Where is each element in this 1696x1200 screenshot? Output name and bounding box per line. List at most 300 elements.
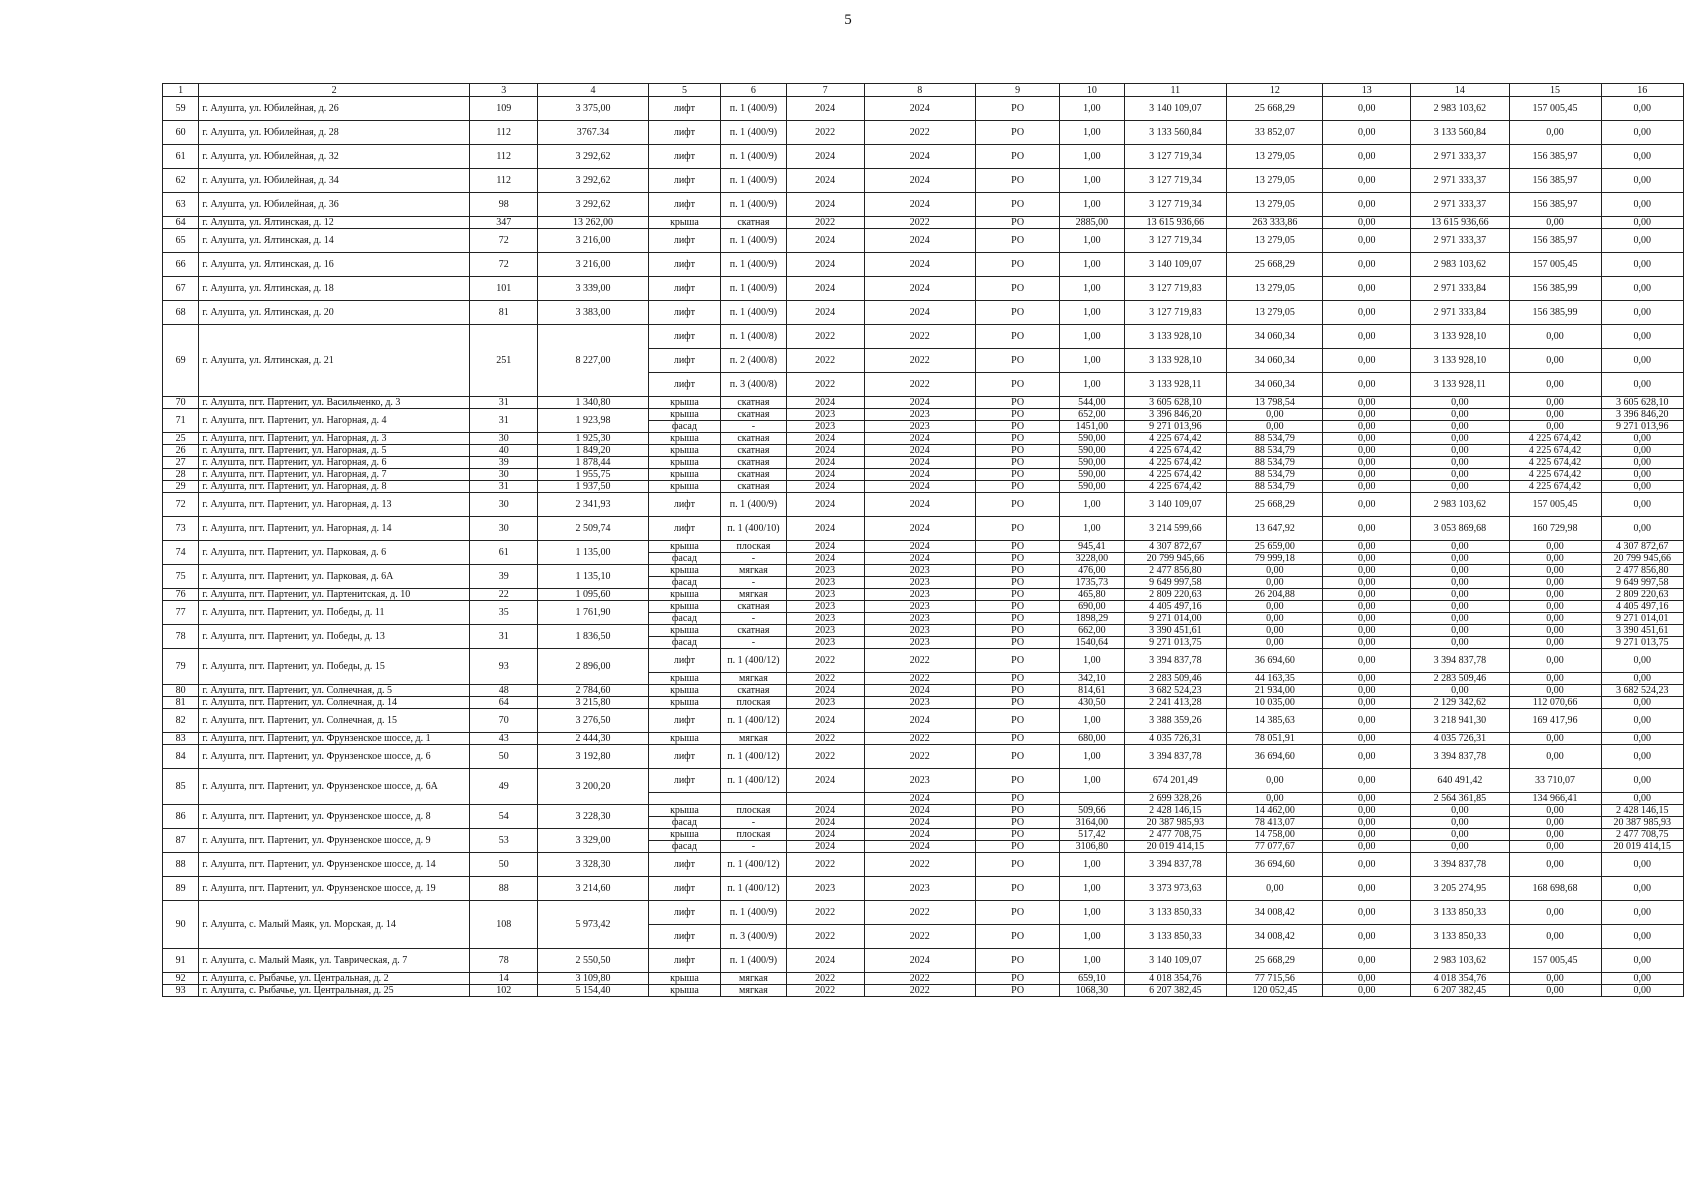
table-cell: 3164,00: [1060, 817, 1124, 829]
table-cell: п. 3 (400/9): [721, 925, 786, 949]
table-cell: 0,00: [1601, 649, 1683, 673]
table-row: [163, 901, 1684, 925]
table-cell: 0,00: [1601, 973, 1683, 985]
table-cell: 53: [469, 829, 537, 853]
table-cell: 22: [469, 589, 537, 601]
table-cell: 3 205 274,95: [1411, 877, 1509, 901]
table-cell: 0,00: [1509, 985, 1601, 997]
table-cell: 2024: [786, 949, 864, 973]
table-row: [163, 409, 1684, 421]
table-cell: 2024: [864, 445, 975, 457]
column-header: 13: [1323, 84, 1411, 97]
table-cell: 2023: [864, 637, 975, 649]
table-cell: 2024: [864, 553, 975, 565]
table-cell: 0,00: [1323, 685, 1411, 697]
table-cell: 0,00: [1411, 553, 1509, 565]
table-cell: 4 225 674,42: [1124, 469, 1227, 481]
table-cell: 2023: [786, 421, 864, 433]
table-cell: п. 1 (400/9): [721, 301, 786, 325]
table-cell: 2022: [786, 973, 864, 985]
table-cell: 48: [469, 685, 537, 697]
column-header: 14: [1411, 84, 1509, 97]
table-cell: 0,00: [1323, 733, 1411, 745]
table-cell: 0,00: [1411, 613, 1509, 625]
table-cell: 0,00: [1323, 97, 1411, 121]
table-cell: г. Алушта, ул. Ялтинская, д. 16: [199, 253, 470, 277]
table-cell: 0,00: [1411, 445, 1509, 457]
table-cell: 30: [469, 493, 537, 517]
table-cell: 34 008,42: [1227, 925, 1323, 949]
table-cell: 2022: [864, 121, 975, 145]
table-row: [163, 277, 1684, 301]
table-cell: п. 1 (400/12): [721, 649, 786, 673]
table-cell: 2022: [864, 925, 975, 949]
table-cell: 79: [163, 649, 199, 685]
table-cell: 0,00: [1323, 349, 1411, 373]
table-cell: 35: [469, 601, 537, 625]
table-cell: 88: [469, 877, 537, 901]
table-cell: г. Алушта, ул. Юбилейная, д. 28: [199, 121, 470, 145]
table-cell: РО: [975, 637, 1060, 649]
table-cell: 0,00: [1509, 853, 1601, 877]
table-cell: 1 761,90: [538, 601, 648, 625]
table-cell: 2 477 856,80: [1124, 565, 1227, 577]
table-cell: 6 207 382,45: [1124, 985, 1227, 997]
table-cell: 2024: [864, 97, 975, 121]
table-cell: 0,00: [1323, 301, 1411, 325]
column-header: 10: [1060, 84, 1124, 97]
table-cell: РО: [975, 577, 1060, 589]
table-cell: 0,00: [1601, 229, 1683, 253]
table-cell: крыша: [648, 217, 721, 229]
table-cell: 3 276,50: [538, 709, 648, 733]
table-cell: 2023: [864, 625, 975, 637]
table-cell: п. 1 (400/9): [721, 253, 786, 277]
table-cell: 1735,73: [1060, 577, 1124, 589]
table-cell: 590,00: [1060, 469, 1124, 481]
table-cell: 2024: [864, 229, 975, 253]
table-cell: 1898,29: [1060, 613, 1124, 625]
table-cell: 31: [469, 397, 537, 409]
table-cell: 2024: [864, 517, 975, 541]
table-cell: 2 971 333,37: [1411, 169, 1509, 193]
table-cell: 590,00: [1060, 481, 1124, 493]
table-cell: 2024: [786, 541, 864, 553]
table-cell: 0,00: [1323, 673, 1411, 685]
table-cell: 517,42: [1060, 829, 1124, 841]
table-cell: 0,00: [1411, 409, 1509, 421]
table-cell: 2022: [786, 649, 864, 673]
table-cell: 0,00: [1411, 481, 1509, 493]
table-cell: 0,00: [1411, 589, 1509, 601]
table-cell: 3 328,30: [538, 853, 648, 877]
table-cell: г. Алушта, пгт. Партенит, ул. Нагорная, д. 3: [199, 433, 470, 445]
table-cell: 2022: [864, 985, 975, 997]
table-cell: 0,00: [1323, 397, 1411, 409]
table-cell: 1,00: [1060, 649, 1124, 673]
table-cell: 89: [163, 877, 199, 901]
table-cell: РО: [975, 145, 1060, 169]
table-cell: 2 971 333,37: [1411, 145, 1509, 169]
table-cell: РО: [975, 589, 1060, 601]
table-cell: п. 1 (400/9): [721, 169, 786, 193]
table-cell: 3 682 524,23: [1601, 685, 1683, 697]
table-cell: крыша: [648, 829, 721, 841]
table-cell: 9 271 013,75: [1124, 637, 1227, 649]
table-cell: 9 271 013,96: [1124, 421, 1227, 433]
table-cell: мягкая: [721, 673, 786, 685]
table-cell: 0,00: [1323, 829, 1411, 841]
table-cell: г. Алушта, пгт. Партенит, ул. Солнечная, д. 14: [199, 697, 470, 709]
table-cell: 81: [469, 301, 537, 325]
table-cell: 156 385,99: [1509, 301, 1601, 325]
table-cell: РО: [975, 745, 1060, 769]
table-cell: 0,00: [1509, 577, 1601, 589]
table-cell: 3 133 928,10: [1124, 349, 1227, 373]
table-cell: 1 135,10: [538, 565, 648, 589]
table-cell: РО: [975, 901, 1060, 925]
table-cell: лифт: [648, 325, 721, 349]
table-cell: РО: [975, 673, 1060, 685]
table-cell: 0,00: [1509, 553, 1601, 565]
table-cell: лифт: [648, 97, 721, 121]
table-cell: 25 659,00: [1227, 541, 1323, 553]
table-cell: 2022: [786, 373, 864, 397]
column-header: 3: [469, 84, 537, 97]
table-cell: 0,00: [1323, 817, 1411, 829]
table-cell: 2 428 146,15: [1601, 805, 1683, 817]
table-cell: 72: [469, 229, 537, 253]
table-cell: 91: [163, 949, 199, 973]
table-cell: плоская: [721, 829, 786, 841]
column-header: 12: [1227, 84, 1323, 97]
table-cell: 0,00: [1601, 709, 1683, 733]
table-cell: 0,00: [1601, 301, 1683, 325]
table-cell: 0,00: [1323, 877, 1411, 901]
table-row: [163, 145, 1684, 169]
table-cell: 2024: [864, 829, 975, 841]
table-cell: 2 444,30: [538, 733, 648, 745]
table-cell: крыша: [648, 805, 721, 817]
table-cell: п. 1 (400/8): [721, 325, 786, 349]
table-cell: 0,00: [1601, 97, 1683, 121]
table-cell: 2022: [786, 733, 864, 745]
table-cell: 3 053 869,68: [1411, 517, 1509, 541]
table-cell: 9 271 014,01: [1601, 613, 1683, 625]
table-cell: 26: [163, 445, 199, 457]
table-cell: крыша: [648, 433, 721, 445]
table-cell: РО: [975, 301, 1060, 325]
table-cell: лифт: [648, 769, 721, 793]
table-cell: -: [721, 421, 786, 433]
table-cell: 2 477 856,80: [1601, 565, 1683, 577]
table-cell: 88: [163, 853, 199, 877]
table-cell: 3 133 560,84: [1411, 121, 1509, 145]
table-cell: 2022: [786, 121, 864, 145]
table-cell: 814,61: [1060, 685, 1124, 697]
table-cell: 2024: [864, 301, 975, 325]
table-cell: 3 373 973,63: [1124, 877, 1227, 901]
table-cell: 112 070,66: [1509, 697, 1601, 709]
table-cell: 2024: [864, 469, 975, 481]
table-cell: лифт: [648, 277, 721, 301]
table-cell: 3 133 928,10: [1124, 325, 1227, 349]
table-cell: РО: [975, 325, 1060, 349]
table-cell: 26 204,88: [1227, 589, 1323, 601]
table-cell: 2024: [786, 253, 864, 277]
table-cell: 44 163,35: [1227, 673, 1323, 685]
table-cell: лифт: [648, 745, 721, 769]
table-cell: 2024: [864, 193, 975, 217]
table-cell: 1,00: [1060, 253, 1124, 277]
table-cell: 0,00: [1323, 949, 1411, 973]
table-cell: 13 279,05: [1227, 229, 1323, 253]
table-cell: 0,00: [1509, 121, 1601, 145]
table-cell: фасад: [648, 817, 721, 829]
table-cell: 2022: [786, 673, 864, 685]
table-cell: г. Алушта, ул. Ялтинская, д. 14: [199, 229, 470, 253]
table-cell: 0,00: [1323, 445, 1411, 457]
table-cell: 0,00: [1323, 229, 1411, 253]
table-cell: лифт: [648, 709, 721, 733]
table-cell: 64: [469, 697, 537, 709]
table-cell: п. 1 (400/12): [721, 745, 786, 769]
table-cell: 66: [163, 253, 199, 277]
table-cell: 3 394 837,78: [1411, 649, 1509, 673]
table-cell: 64: [163, 217, 199, 229]
table-cell: 2024: [786, 469, 864, 481]
table-cell: 0,00: [1323, 613, 1411, 625]
table-cell: фасад: [648, 421, 721, 433]
table-cell: п. 1 (400/9): [721, 121, 786, 145]
table-cell: 3 133 850,33: [1411, 901, 1509, 925]
table-cell: 0,00: [1323, 925, 1411, 949]
table-cell: 5 973,42: [538, 901, 648, 949]
table-cell: 1,00: [1060, 373, 1124, 397]
table-cell: лифт: [648, 925, 721, 949]
table-row: [163, 481, 1684, 493]
table-cell: 0,00: [1509, 565, 1601, 577]
table-cell: 590,00: [1060, 457, 1124, 469]
table-cell: 78: [163, 625, 199, 649]
table-cell: г. Алушта, пгт. Партенит, ул. Фрунзенское шоссе, д. 19: [199, 877, 470, 901]
table-cell: крыша: [648, 409, 721, 421]
table-cell: 0,00: [1509, 673, 1601, 685]
column-header: 9: [975, 84, 1060, 97]
table-cell: 2024: [864, 481, 975, 493]
table-cell: 120 052,45: [1227, 985, 1323, 997]
table-cell: 3 127 719,34: [1124, 229, 1227, 253]
table-cell: 652,00: [1060, 409, 1124, 421]
table-cell: 2023: [786, 589, 864, 601]
table-cell: 2024: [864, 169, 975, 193]
table-cell: 0,00: [1323, 769, 1411, 793]
column-header: 6: [721, 84, 786, 97]
table-cell: 61: [469, 541, 537, 565]
table-cell: 2024: [864, 253, 975, 277]
table-cell: РО: [975, 817, 1060, 829]
table-cell: 0,00: [1601, 325, 1683, 349]
table-cell: [1060, 793, 1124, 805]
table-cell: 2023: [786, 577, 864, 589]
table-cell: 1,00: [1060, 193, 1124, 217]
table-cell: РО: [975, 829, 1060, 841]
table-cell: 34 060,34: [1227, 325, 1323, 349]
table-cell: г. Алушта, пгт. Партенит, ул. Победы, д. 13: [199, 625, 470, 649]
table-cell: РО: [975, 493, 1060, 517]
table-cell: 4 225 674,42: [1509, 445, 1601, 457]
table-cell: лифт: [648, 145, 721, 169]
column-header: 2: [199, 84, 470, 97]
table-cell: 2022: [864, 325, 975, 349]
table-cell: 134 966,41: [1509, 793, 1601, 805]
table-cell: 49: [469, 769, 537, 805]
table-cell: 30: [469, 517, 537, 541]
table-cell: 430,50: [1060, 697, 1124, 709]
table-cell: 1 878,44: [538, 457, 648, 469]
table-cell: 13 279,05: [1227, 193, 1323, 217]
table-cell: 25 668,29: [1227, 253, 1323, 277]
table-cell: 2024: [786, 145, 864, 169]
table-cell: г. Алушта, ул. Юбилейная, д. 34: [199, 169, 470, 193]
table-cell: мягкая: [721, 589, 786, 601]
table-cell: 2024: [786, 457, 864, 469]
table-cell: 2 477 708,75: [1601, 829, 1683, 841]
table-cell: РО: [975, 853, 1060, 877]
table-cell: 465,80: [1060, 589, 1124, 601]
table-cell: мягкая: [721, 565, 786, 577]
table-cell: 2 983 103,62: [1411, 97, 1509, 121]
table-cell: 2023: [786, 409, 864, 421]
table-cell: скатная: [721, 481, 786, 493]
table-row: [163, 589, 1684, 601]
table-cell: РО: [975, 97, 1060, 121]
table-row: [163, 565, 1684, 577]
table-cell: 2023: [864, 877, 975, 901]
table-cell: 0,00: [1601, 433, 1683, 445]
table-cell: 0,00: [1601, 877, 1683, 901]
table-cell: 2022: [864, 901, 975, 925]
table-row: [163, 517, 1684, 541]
table-cell: 2024: [864, 793, 975, 805]
table-cell: п. 1 (400/9): [721, 145, 786, 169]
table-cell: п. 1 (400/9): [721, 277, 786, 301]
table-cell: 0,00: [1323, 589, 1411, 601]
table-cell: 0,00: [1509, 421, 1601, 433]
table-cell: 2023: [786, 637, 864, 649]
table-cell: 0,00: [1509, 637, 1601, 649]
table-cell: 102: [469, 985, 537, 997]
table-cell: 2022: [864, 973, 975, 985]
table-cell: 1,00: [1060, 901, 1124, 925]
table-cell: 2023: [864, 421, 975, 433]
table-row: [163, 97, 1684, 121]
table-cell: лифт: [648, 121, 721, 145]
table-cell: 28: [163, 469, 199, 481]
table-cell: 0,00: [1411, 577, 1509, 589]
table-cell: 0,00: [1323, 373, 1411, 397]
table-cell: 0,00: [1601, 277, 1683, 301]
table-cell: 2024: [786, 817, 864, 829]
table-cell: 3 133 850,33: [1124, 925, 1227, 949]
table-cell: скатная: [721, 433, 786, 445]
table-cell: 1,00: [1060, 169, 1124, 193]
column-number-row: [163, 84, 1684, 97]
table-cell: 2024: [864, 397, 975, 409]
table-cell: 2022: [864, 349, 975, 373]
table-row: [163, 253, 1684, 277]
table-cell: 0,00: [1411, 457, 1509, 469]
table-cell: 13 279,05: [1227, 301, 1323, 325]
table-cell: 2024: [864, 841, 975, 853]
table-row: [163, 733, 1684, 745]
table-cell: 0,00: [1509, 805, 1601, 817]
table-cell: 2885,00: [1060, 217, 1124, 229]
table-cell: 2022: [864, 853, 975, 877]
table-cell: 20 387 985,93: [1601, 817, 1683, 829]
table-cell: 0,00: [1411, 829, 1509, 841]
column-header: 4: [538, 84, 648, 97]
table-cell: 4 405 497,16: [1124, 601, 1227, 613]
table-cell: лифт: [648, 169, 721, 193]
table-cell: 1,00: [1060, 769, 1124, 793]
table-cell: 4 225 674,42: [1124, 433, 1227, 445]
table-cell: 0,00: [1509, 541, 1601, 553]
table-cell: лифт: [648, 649, 721, 673]
table-cell: 20 019 414,15: [1124, 841, 1227, 853]
table-cell: 112: [469, 169, 537, 193]
table-cell: 82: [163, 709, 199, 733]
table-cell: 0,00: [1601, 253, 1683, 277]
table-cell: 2 509,74: [538, 517, 648, 541]
table-row: [163, 229, 1684, 253]
table-cell: фасад: [648, 637, 721, 649]
table-cell: 31: [469, 481, 537, 493]
table-row: [163, 121, 1684, 145]
table-cell: скатная: [721, 409, 786, 421]
table-cell: 50: [469, 745, 537, 769]
table-cell: лифт: [648, 301, 721, 325]
table-cell: 0,00: [1601, 901, 1683, 925]
table-cell: г. Алушта, ул. Ялтинская, д. 12: [199, 217, 470, 229]
table-cell: 544,00: [1060, 397, 1124, 409]
column-header: 16: [1601, 84, 1683, 97]
table-cell: 3 192,80: [538, 745, 648, 769]
table-cell: РО: [975, 805, 1060, 817]
table-cell: 75: [163, 565, 199, 589]
table-cell: 2022: [864, 733, 975, 745]
table-cell: 3 140 109,07: [1124, 493, 1227, 517]
table-cell: 108: [469, 901, 537, 949]
column-header: 5: [648, 84, 721, 97]
table-cell: 157 005,45: [1509, 253, 1601, 277]
table-cell: 34 008,42: [1227, 901, 1323, 925]
table-row: [163, 469, 1684, 481]
repair-schedule-table-container: [162, 83, 1684, 997]
table-cell: 680,00: [1060, 733, 1124, 745]
table-cell: 13 279,05: [1227, 145, 1323, 169]
table-cell: крыша: [648, 565, 721, 577]
table-cell: 1,00: [1060, 349, 1124, 373]
table-row: [163, 685, 1684, 697]
table-cell: 13 798,54: [1227, 397, 1323, 409]
table-cell: 2023: [864, 769, 975, 793]
table-cell: РО: [975, 421, 1060, 433]
table-row: [163, 649, 1684, 673]
table-cell: 342,10: [1060, 673, 1124, 685]
table-row: [163, 709, 1684, 733]
table-cell: 0,00: [1509, 625, 1601, 637]
